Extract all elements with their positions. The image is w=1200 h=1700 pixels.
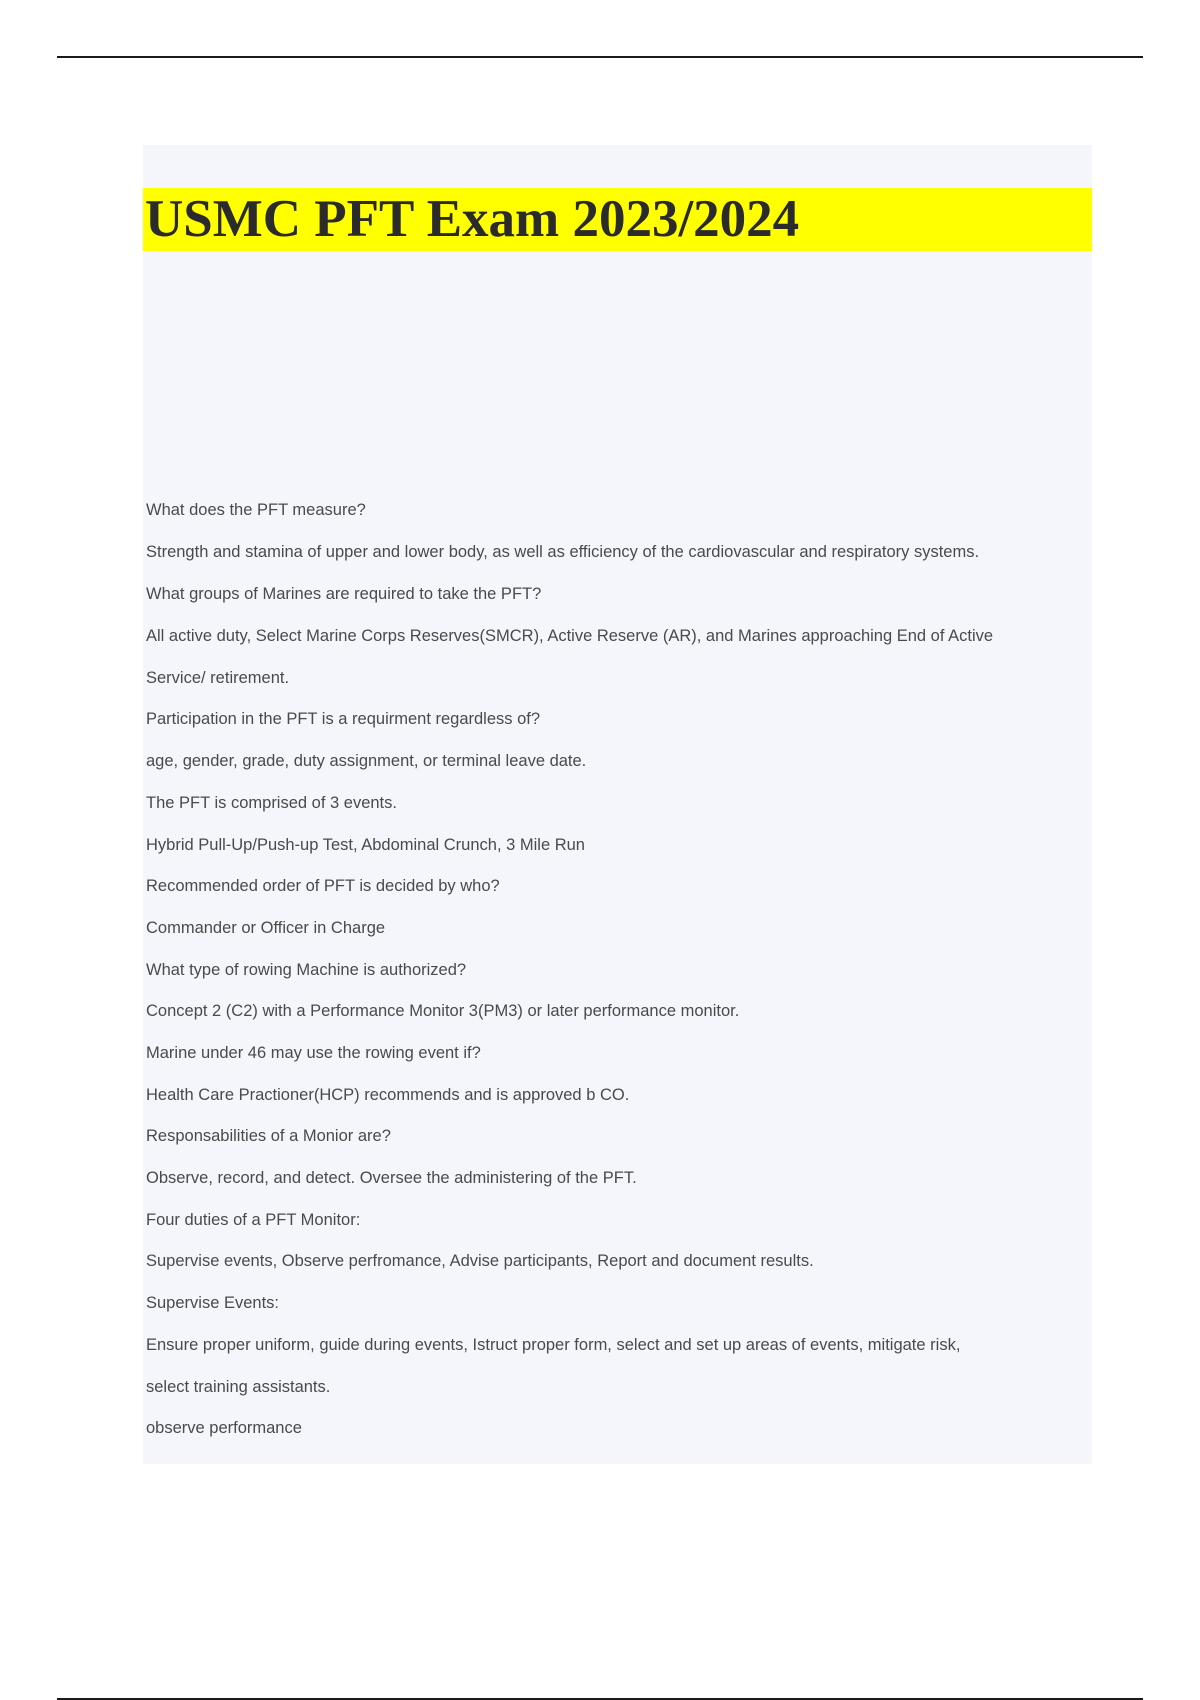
question-line: Recommended order of PFT is decided by who? xyxy=(146,877,500,895)
answer-line: Supervise events, Observe perfromance, Advise participants, Report and document results. xyxy=(146,1252,814,1270)
answer-line-continued: Service/ retirement. xyxy=(146,669,290,687)
answer-line: Ensure proper uniform, guide during events, Istruct proper form, select and set up areas of events, mitigate risk, xyxy=(146,1336,961,1354)
question-line: Marine under 46 may use the rowing event if? xyxy=(146,1044,481,1062)
answer-line: Hybrid Pull-Up/Push-up Test, Abdominal Crunch, 3 Mile Run xyxy=(146,836,585,854)
top-rule xyxy=(57,56,1143,58)
answer-line-continued: select training assistants. xyxy=(146,1378,331,1396)
answer-line: Commander or Officer in Charge xyxy=(146,919,386,937)
document-title: USMC PFT Exam 2023/2024 xyxy=(145,190,800,248)
answer-line: Concept 2 (C2) with a Performance Monitor 3(PM3) or later performance monitor. xyxy=(146,1002,740,1020)
question-line: The PFT is comprised of 3 events. xyxy=(146,794,397,812)
question-line: Four duties of a PFT Monitor: xyxy=(146,1211,361,1229)
answer-line: age, gender, grade, duty assignment, or terminal leave date. xyxy=(146,752,587,770)
qa-list xyxy=(146,500,1086,1438)
question-line: What does the PFT measure? xyxy=(146,501,366,519)
question-line: Supervise Events: xyxy=(146,1294,279,1312)
answer-line: Observe, record, and detect. Oversee the administering of the PFT. xyxy=(146,1169,637,1187)
question-line: Participation in the PFT is a requirment regardless of? xyxy=(146,710,541,728)
answer-line: All active duty, Select Marine Corps Reserves(SMCR), Active Reserve (AR), and Marines approaching End of Active xyxy=(146,627,994,645)
answer-line: Health Care Practioner(HCP) recommends and is approved b CO. xyxy=(146,1086,630,1104)
answer-line: Strength and stamina of upper and lower body, as well as efficiency of the cardiovascular and respiratory systems. xyxy=(146,543,980,561)
question-line: Responsabilities of a Monior are? xyxy=(146,1127,391,1145)
question-line: What type of rowing Machine is authorized? xyxy=(146,961,467,979)
question-line: What groups of Marines are required to take the PFT? xyxy=(146,585,542,603)
question-line: observe performance xyxy=(146,1419,302,1437)
